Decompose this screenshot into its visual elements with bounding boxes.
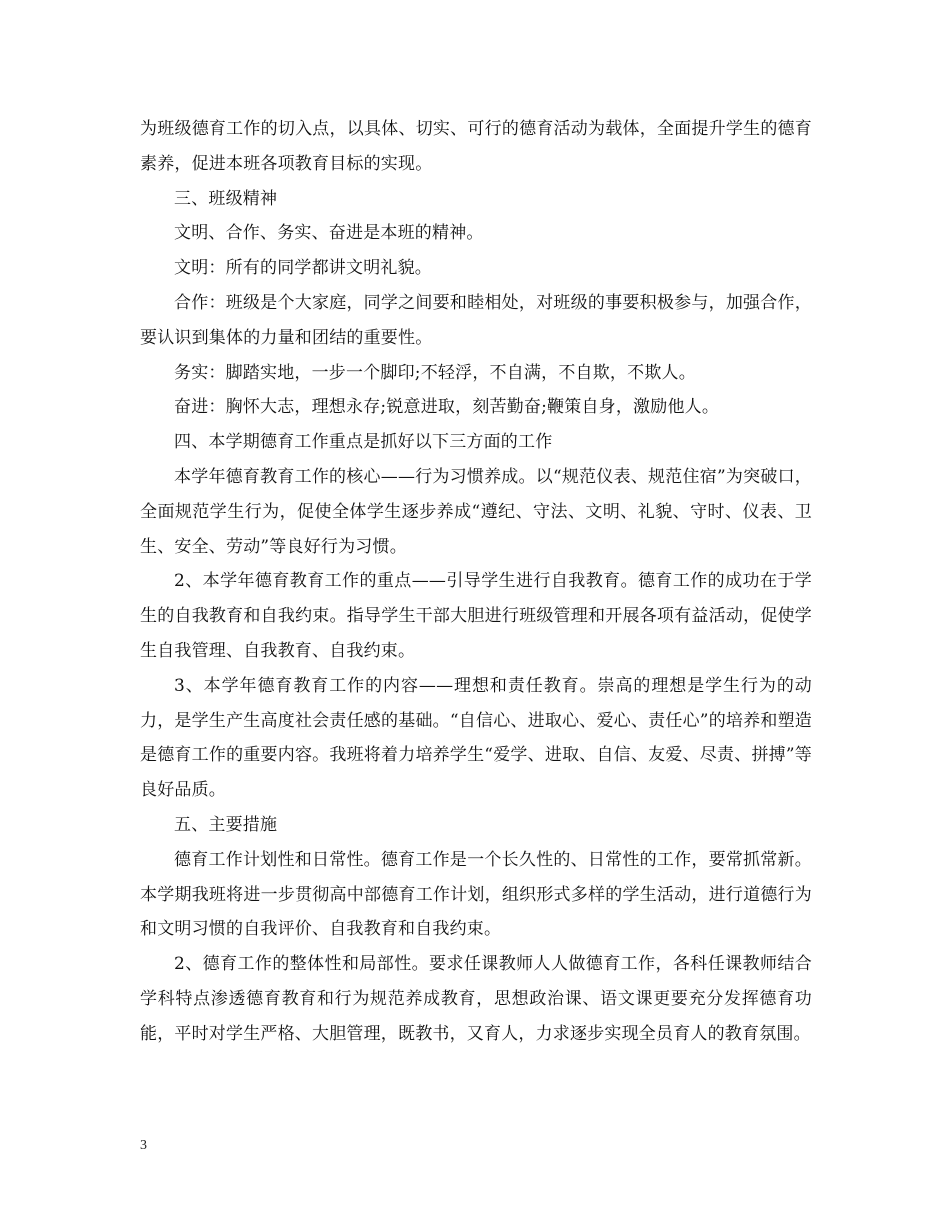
paragraph-ideals-responsibility: 3、本学年德育教育工作的内容——理想和责任教育。崇高的理想是学生行为的动力，是学生产生高度社会责任感的基础。“自信心、进取心、爱心、责任心”的培养和塑造是德育工作的重要内容。我班将着力培养学生“爱学、进取、自信、友爱、尽责、拼搏”等良好品质。 [140,675,812,801]
section-heading-class-spirit: 三、班级精神 [174,188,278,209]
paragraph-progress: 奋进：胸怀大志，理想永存;锐意进取，刻苦勤奋;鞭策自身，激励他人。 [174,397,720,418]
paragraph-practicality: 务实：脚踏实地，一步一个脚印;不轻浮，不自满，不自欺，不欺人。 [174,362,696,383]
paragraph-class-spirit-summary: 文明、合作、务实、奋进是本班的精神。 [174,223,484,244]
paragraph-cooperation: 合作：班级是个大家庭，同学之间要和睦相处，对班级的事要积极参与，加强合作，要认识到集体的力量和团结的重要性。 [140,292,812,348]
page-number: 3 [140,1138,147,1153]
section-heading-semester-focus: 四、本学期德育工作重点是抓好以下三方面的工作 [174,432,553,453]
paragraph-continuation: 为班级德育工作的切入点，以具体、切实、可行的德育活动为载体，全面提升学生的德育素养，促进本班各项教育目标的实现。 [140,119,812,174]
section-heading-main-measures: 五、主要措施 [174,814,278,835]
paragraph-self-education: 2、本学年德育教育工作的重点——引导学生进行自我教育。德育工作的成功在于学生的自我教育和自我约束。指导学生干部大胆进行班级管理和开展各项有益活动，促使学生自我管理、自我教育、自我约束。 [140,571,812,661]
paragraph-core-behavior: 本学年德育教育工作的核心——行为习惯养成。以“规范仪表、规范住宿”为突破口，全面规范学生行为，促使全体学生逐步养成“遵纪、守法、文明、礼貌、守时、仪表、卫生、安全、劳动”等良好行为习惯。 [140,466,812,557]
document-body [140,112,812,1052]
paragraph-civility: 文明：所有的同学都讲文明礼貌。 [174,258,432,279]
paragraph-planning-routine: 德育工作计划性和日常性。德育工作是一个长久性的、日常性的工作，要常抓常新。本学期我班将进一步贯彻高中部德育工作计划，组织形式多样的学生活动，进行道德行为和文明习惯的自我评价、自我教育和自我约束。 [140,849,812,940]
paragraph-integrity-locality: 2、德育工作的整体性和局部性。要求任课教师人人做德育工作，各科任课教师结合学科特点渗透德育教育和行为规范养成教育，思想政治课、语文课更要充分发挥德育功能，平时对学生严格、大胆管理，既教书，又育人，力求逐步实现全员育人的教育氛围。 [140,954,812,1044]
